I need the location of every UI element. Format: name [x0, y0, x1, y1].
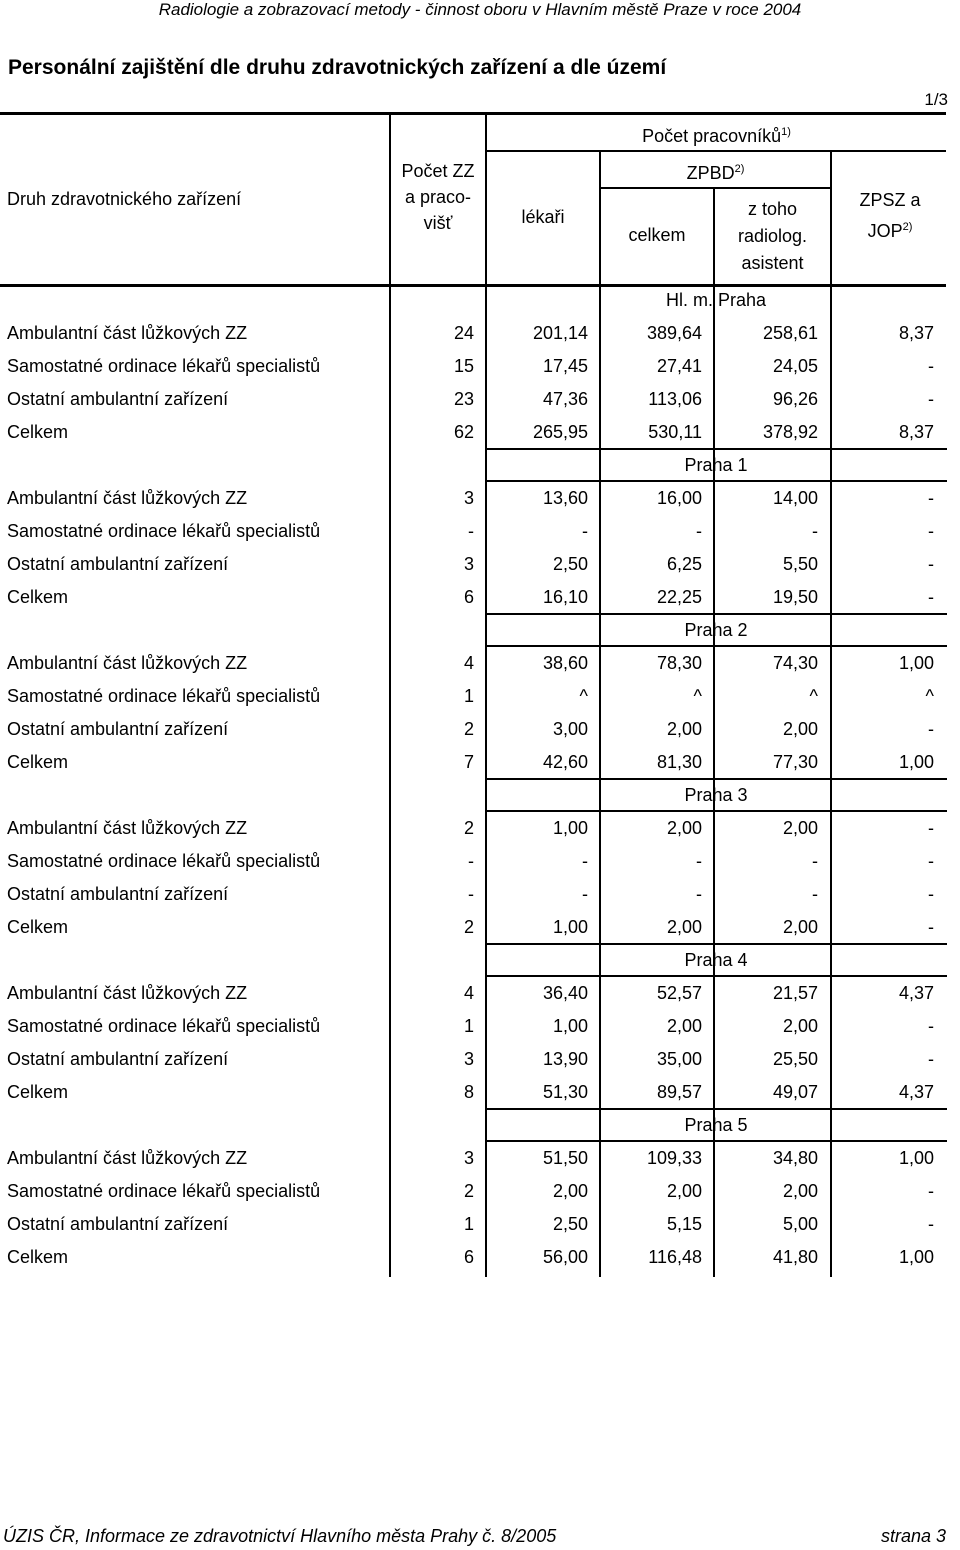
header-pocet-zz-line2: a praco- [404, 187, 472, 207]
cell-value: 24,05 [772, 356, 818, 376]
cell-value: 113,06 [648, 389, 702, 409]
row-label: Samostatné ordinace lékařů specialistů [7, 1016, 321, 1036]
cell-value: - [928, 884, 934, 904]
cell-value: 38,60 [542, 653, 588, 673]
cell-value: 77,30 [772, 752, 818, 772]
cell-value: 8 [463, 1082, 474, 1102]
footer-source: ÚZIS ČR, Informace ze zdravotnictví Hlavního města Prahy č. 8/2005 [3, 1526, 557, 1546]
table-row [0, 1208, 960, 1241]
header-pocet-pracovniku-sup: 1) [781, 126, 791, 138]
cell-value: 51,50 [542, 1148, 588, 1168]
cell-value: - [928, 1214, 934, 1234]
cell-value: 1,00 [898, 653, 934, 673]
cell-value: ^ [579, 686, 588, 706]
cell-value: - [582, 884, 588, 904]
cell-value: - [812, 851, 818, 871]
cell-value: - [468, 884, 474, 904]
header-pocet-pracovniku-text: Počet pracovníků [642, 126, 782, 146]
cell-value: 6 [463, 1247, 474, 1267]
header-ztoho-line3: asistent [741, 253, 804, 273]
table-row [0, 1043, 960, 1076]
header-ztoho [715, 196, 830, 277]
row-label: Ostatní ambulantní zařízení [7, 1214, 229, 1234]
cell-value: 4,37 [898, 1082, 934, 1102]
header-lekari: lékaři [521, 207, 565, 227]
cell-value: 1 [463, 1214, 474, 1234]
cell-value: 1 [463, 1016, 474, 1036]
cell-value: 62 [453, 422, 474, 442]
cell-value: 109,33 [646, 1148, 702, 1168]
row-label: Celkem [7, 587, 69, 607]
table-row [0, 1010, 960, 1043]
cell-value: 5,00 [782, 1214, 818, 1234]
row-label: Ambulantní část lůžkových ZZ [7, 653, 248, 673]
page-title: Personální zajištění dle druhu zdravotnických zařízení a dle území [8, 56, 667, 79]
cell-value: 42,60 [542, 752, 588, 772]
cell-value: - [928, 389, 934, 409]
header-celkem: celkem [628, 225, 686, 245]
row-label: Ambulantní část lůžkových ZZ [7, 488, 248, 508]
cell-value: 2,00 [666, 1181, 702, 1201]
cell-value: - [928, 719, 934, 739]
cell-value: - [812, 884, 818, 904]
section-rule-top [485, 613, 947, 615]
row-label: Ostatní ambulantní zařízení [7, 554, 229, 574]
header-zpbd-text: ZPBD [686, 163, 735, 183]
cell-value: 13,90 [542, 1049, 588, 1069]
page-fraction: 1/3 [924, 90, 948, 109]
header-zpsz-text: JOP [867, 221, 903, 241]
cell-value: 2,00 [552, 1181, 588, 1201]
cell-value: 6,25 [666, 554, 702, 574]
cell-value: 2,00 [666, 917, 702, 937]
header-pocet-pracovniku [487, 119, 946, 150]
cell-value: 23 [453, 389, 474, 409]
cell-value: 1,00 [898, 1247, 934, 1267]
cell-value: 8,37 [898, 323, 934, 343]
cell-value: 2,00 [666, 818, 702, 838]
cell-value: 116,48 [648, 1247, 702, 1267]
cell-value: - [928, 851, 934, 871]
cell-value: 2,50 [552, 554, 588, 574]
header-pocet-zz-line1: Počet ZZ [401, 161, 475, 181]
cell-value: 21,57 [772, 983, 818, 1003]
table-row [0, 581, 960, 614]
cell-value: - [696, 884, 702, 904]
row-label: Ostatní ambulantní zařízení [7, 1049, 229, 1069]
cell-value: 35,00 [656, 1049, 702, 1069]
row-label: Samostatné ordinace lékařů specialistů [7, 851, 321, 871]
table-row [0, 1175, 960, 1208]
cell-value: 3 [463, 488, 474, 508]
cell-value: - [928, 1049, 934, 1069]
cell-value: 96,26 [772, 389, 818, 409]
row-label: Samostatné ordinace lékařů specialistů [7, 686, 321, 706]
cell-value: 2 [463, 1181, 474, 1201]
table-row [0, 977, 960, 1010]
cell-value: 81,30 [656, 752, 702, 772]
header-zpbd [601, 156, 830, 187]
cell-value: 24 [453, 323, 474, 343]
cell-value: 2,00 [666, 1016, 702, 1036]
row-label: Celkem [7, 422, 69, 442]
table-row [0, 1142, 960, 1175]
section-rule-top [485, 448, 947, 450]
cell-value: 17,45 [542, 356, 588, 376]
cell-value: 3 [463, 1148, 474, 1168]
cell-value: 19,50 [772, 587, 818, 607]
cell-value: - [468, 521, 474, 541]
cell-value: 16,10 [542, 587, 588, 607]
cell-value: - [928, 554, 934, 574]
table-row [0, 680, 960, 713]
table-row [0, 812, 960, 845]
table-row [0, 416, 960, 449]
header-zpsz-line1: ZPSZ a [859, 190, 921, 210]
cell-value: 13,60 [542, 488, 588, 508]
cell-value: 1,00 [898, 1148, 934, 1168]
row-label: Samostatné ordinace lékařů specialistů [7, 1181, 321, 1201]
cell-value: 1,00 [552, 1016, 588, 1036]
cell-value: 2,50 [552, 1214, 588, 1234]
cell-value: 2,00 [666, 719, 702, 739]
row-label: Ambulantní část lůžkových ZZ [7, 1148, 248, 1168]
table-row [0, 548, 960, 581]
footer-page-number: strana 3 [880, 1526, 946, 1546]
row-label: Samostatné ordinace lékařů specialistů [7, 521, 321, 541]
cell-value: 2,00 [782, 917, 818, 937]
header-zpbd-sup: 2) [734, 163, 745, 175]
table-row [0, 383, 960, 416]
cell-value: ^ [925, 686, 934, 706]
cell-value: 52,57 [656, 983, 702, 1003]
row-label: Ostatní ambulantní zařízení [7, 389, 229, 409]
table-row [0, 878, 960, 911]
header-zpsz [832, 187, 948, 245]
cell-value: 1,00 [898, 752, 934, 772]
cell-value: 5,50 [782, 554, 818, 574]
cell-value: 4 [463, 983, 474, 1003]
cell-value: 78,30 [656, 653, 702, 673]
header-rule-pocet [485, 150, 946, 152]
cell-value: - [928, 521, 934, 541]
cell-value: 3 [463, 1049, 474, 1069]
cell-value: 34,80 [772, 1148, 818, 1168]
row-label: Celkem [7, 1247, 69, 1267]
header-rule-zpbd [600, 187, 830, 189]
cell-value: 51,30 [542, 1082, 588, 1102]
header-pocet-zz-line3: višť [423, 213, 453, 233]
section-rule-top [485, 778, 947, 780]
cell-value: 14,00 [772, 488, 818, 508]
table-row [0, 1241, 960, 1274]
cell-value: - [928, 1181, 934, 1201]
cell-value: 389,64 [646, 323, 702, 343]
cell-value: 258,61 [762, 323, 818, 343]
cell-value: 15 [453, 356, 474, 376]
cell-value: 2,00 [782, 1016, 818, 1036]
cell-value: 201,14 [532, 323, 588, 343]
table-row [0, 647, 960, 680]
cell-value: - [696, 851, 702, 871]
cell-value: 265,95 [532, 422, 588, 442]
header-druh: Druh zdravotnického zařízení [7, 189, 242, 209]
cell-value: 2,00 [782, 1181, 818, 1201]
cell-value: - [582, 521, 588, 541]
header-ztoho-line2: radiolog. [737, 226, 808, 246]
table-row [0, 746, 960, 779]
row-label: Ambulantní část lůžkových ZZ [7, 323, 248, 343]
cell-value: ^ [809, 686, 818, 706]
table-row [0, 482, 960, 515]
table-row [0, 515, 960, 548]
cell-value: - [928, 587, 934, 607]
cell-value: - [928, 356, 934, 376]
cell-value: 530,11 [648, 422, 702, 442]
table-row [0, 845, 960, 878]
table-row [0, 713, 960, 746]
row-label: Celkem [7, 917, 69, 937]
section-label: Praha 5 [684, 1115, 748, 1135]
table-row [0, 911, 960, 944]
cell-value: 74,30 [772, 653, 818, 673]
cell-value: 22,25 [656, 587, 702, 607]
cell-value: 56,00 [542, 1247, 588, 1267]
cell-value: 4 [463, 653, 474, 673]
row-label: Ostatní ambulantní zařízení [7, 719, 229, 739]
header-zpsz-sup: 2) [902, 221, 913, 233]
row-label: Ambulantní část lůžkových ZZ [7, 818, 248, 838]
row-label: Ambulantní část lůžkových ZZ [7, 983, 248, 1003]
cell-value: 2 [463, 917, 474, 937]
cell-value: - [812, 521, 818, 541]
cell-value: - [582, 851, 588, 871]
cell-value: - [928, 488, 934, 508]
cell-value: 27,41 [656, 356, 702, 376]
cell-value: 6 [463, 587, 474, 607]
cell-value: 2,00 [782, 818, 818, 838]
cell-value: - [928, 917, 934, 937]
cell-value: - [928, 1016, 934, 1036]
section-label: Praha 2 [684, 620, 748, 640]
cell-value: 1,00 [552, 818, 588, 838]
header-top-rule [0, 112, 946, 115]
cell-value: 16,00 [656, 488, 702, 508]
cell-value: 3 [463, 554, 474, 574]
cell-value: 378,92 [762, 422, 818, 442]
cell-value: 5,15 [666, 1214, 702, 1234]
running-head: Radiologie a zobrazovací metody - činnost oboru v Hlavním městě Praze v roce 2004 [158, 0, 802, 19]
cell-value: 2 [463, 818, 474, 838]
header-pocet-zz [391, 158, 485, 237]
cell-value: - [696, 521, 702, 541]
cell-value: - [468, 851, 474, 871]
cell-value: 4,37 [898, 983, 934, 1003]
header-ztoho-line1: z toho [747, 199, 798, 219]
section-rule-top [485, 1108, 947, 1110]
cell-value: 49,07 [772, 1082, 818, 1102]
section-rule-top [485, 943, 947, 945]
header-zpsz-line2 [832, 214, 948, 245]
cell-value: 7 [463, 752, 474, 772]
cell-value: ^ [693, 686, 702, 706]
table-row [0, 1076, 960, 1109]
cell-value: 8,37 [898, 422, 934, 442]
section-label: Hl. m. Praha [665, 290, 767, 310]
section-label: Praha 3 [684, 785, 748, 805]
table-row [0, 350, 960, 383]
row-label: Samostatné ordinace lékařů specialistů [7, 356, 321, 376]
table-row [0, 317, 960, 350]
cell-value: 36,40 [542, 983, 588, 1003]
row-label: Celkem [7, 752, 69, 772]
row-label: Celkem [7, 1082, 69, 1102]
cell-value: 41,80 [772, 1247, 818, 1267]
cell-value: 1,00 [552, 917, 588, 937]
cell-value: 2 [463, 719, 474, 739]
cell-value: 2,00 [782, 719, 818, 739]
cell-value: 1 [463, 686, 474, 706]
cell-value: 3,00 [552, 719, 588, 739]
row-label: Ostatní ambulantní zařízení [7, 884, 229, 904]
section-label: Praha 1 [684, 455, 748, 475]
section-label: Praha 4 [684, 950, 748, 970]
cell-value: 25,50 [772, 1049, 818, 1069]
cell-value: - [928, 818, 934, 838]
cell-value: 47,36 [542, 389, 588, 409]
cell-value: 89,57 [656, 1082, 702, 1102]
